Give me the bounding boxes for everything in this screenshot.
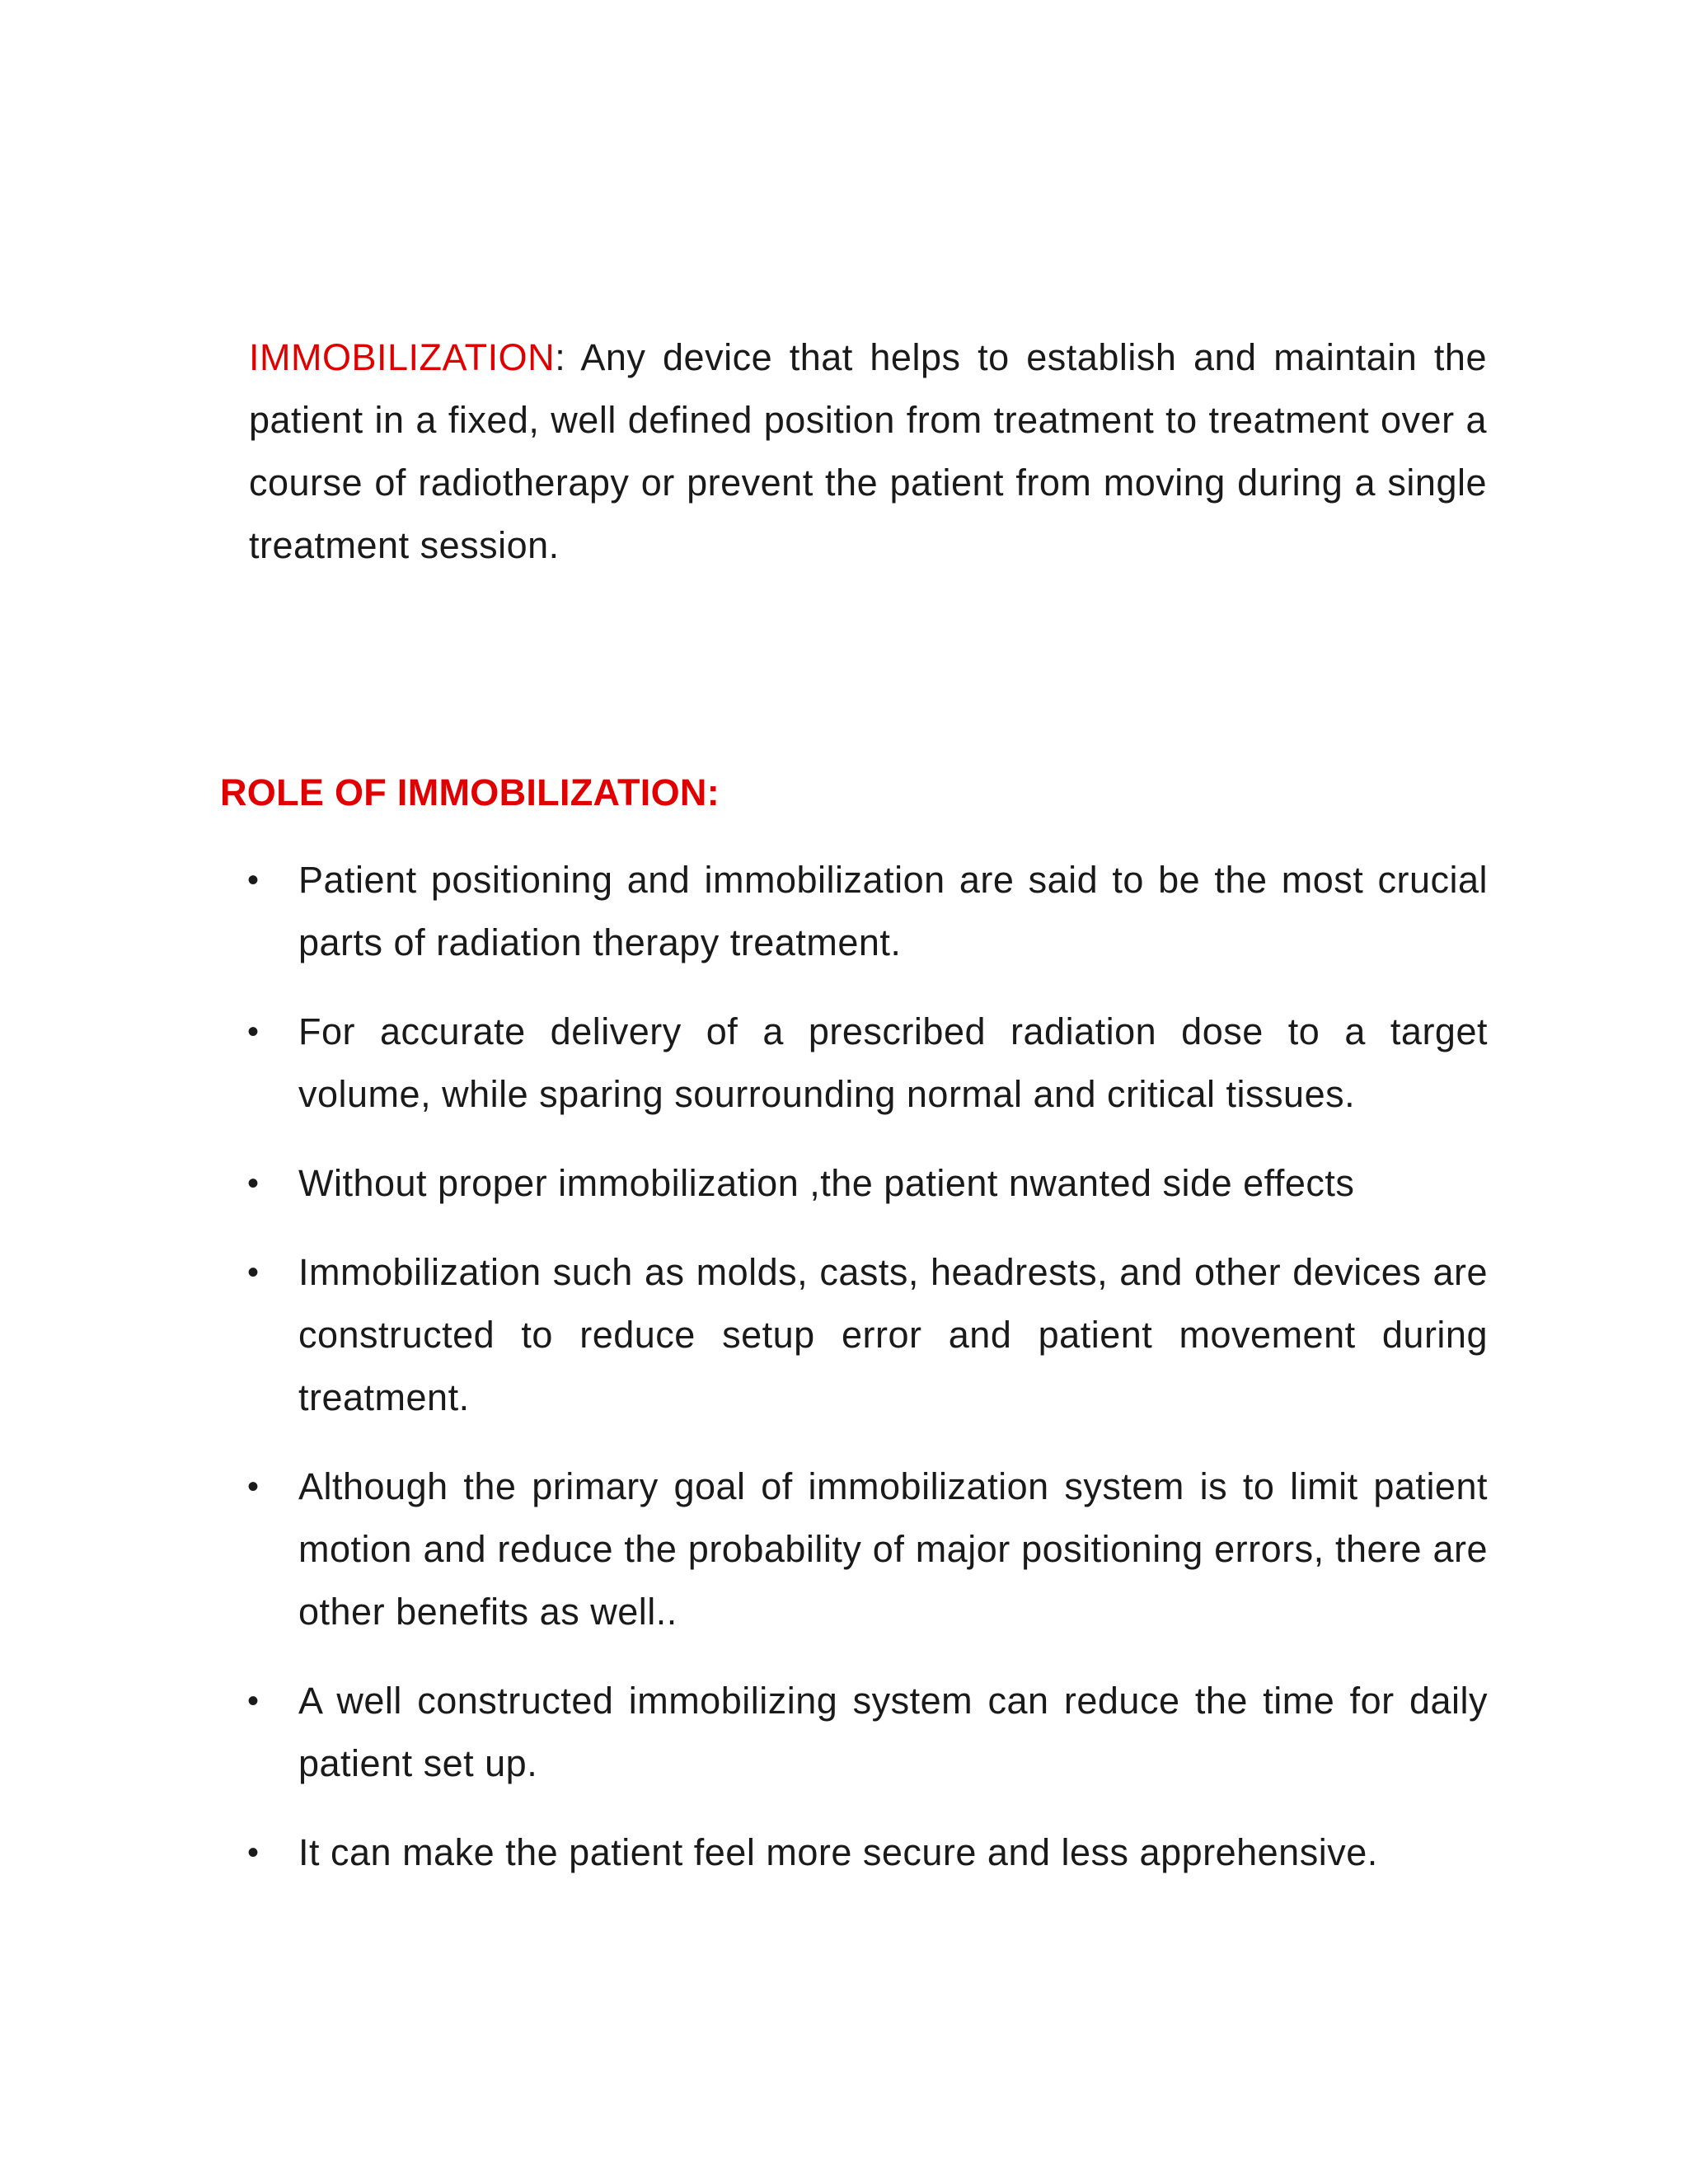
bullet-icon: • bbox=[247, 1469, 260, 1505]
bullet-icon: • bbox=[247, 1014, 260, 1050]
list-item-text: Although the primary goal of immobilization system is to limit patient motion and reduce the probability of major positioning errors, there are other benefits as well.. bbox=[298, 1465, 1488, 1633]
list-item bbox=[247, 1821, 1488, 1884]
list-item-text: A well constructed immobilizing system can reduce the time for daily patient set up. bbox=[298, 1680, 1488, 1784]
list-item bbox=[247, 849, 1488, 974]
list-item-text: For accurate delivery of a prescribed radiation dose to a target volume, while sparing sourrounding normal and critical tissues. bbox=[298, 1010, 1488, 1115]
bullet-icon: • bbox=[247, 1165, 260, 1202]
bullet-icon: • bbox=[247, 862, 260, 898]
list-item-text: Without proper immobilization ,the patient nwanted side effects bbox=[298, 1162, 1355, 1204]
list-item-text: It can make the patient feel more secure and less apprehensive. bbox=[298, 1831, 1378, 1873]
list-item bbox=[247, 1241, 1488, 1429]
definition-separator: : bbox=[555, 336, 566, 378]
role-bullet-list bbox=[247, 849, 1488, 1910]
definition-text: Any device that helps to establish and maintain the patient in a fixed, well defined position from treatment to treatment over a course of radiotherapy or prevent the patient from moving during a single treatment session. bbox=[249, 336, 1487, 566]
list-item bbox=[247, 1670, 1488, 1795]
section-heading-role: ROLE OF IMMOBILIZATION: bbox=[220, 771, 720, 813]
list-item bbox=[247, 1455, 1488, 1643]
list-item-text: Patient positioning and immobilization are said to be the most crucial parts of radiation therapy treatment. bbox=[298, 859, 1488, 963]
definition-paragraph bbox=[249, 326, 1487, 577]
bullet-icon: • bbox=[247, 1683, 260, 1719]
list-item bbox=[247, 1152, 1488, 1215]
list-item bbox=[247, 1001, 1488, 1126]
list-item-text: Immobilization such as molds, casts, headrests, and other devices are constructed to reduce setup error and patient movement during treatment. bbox=[298, 1251, 1488, 1418]
definition-term: IMMOBILIZATION bbox=[249, 336, 556, 378]
bullet-icon: • bbox=[247, 1254, 260, 1291]
bullet-icon: • bbox=[247, 1835, 260, 1871]
